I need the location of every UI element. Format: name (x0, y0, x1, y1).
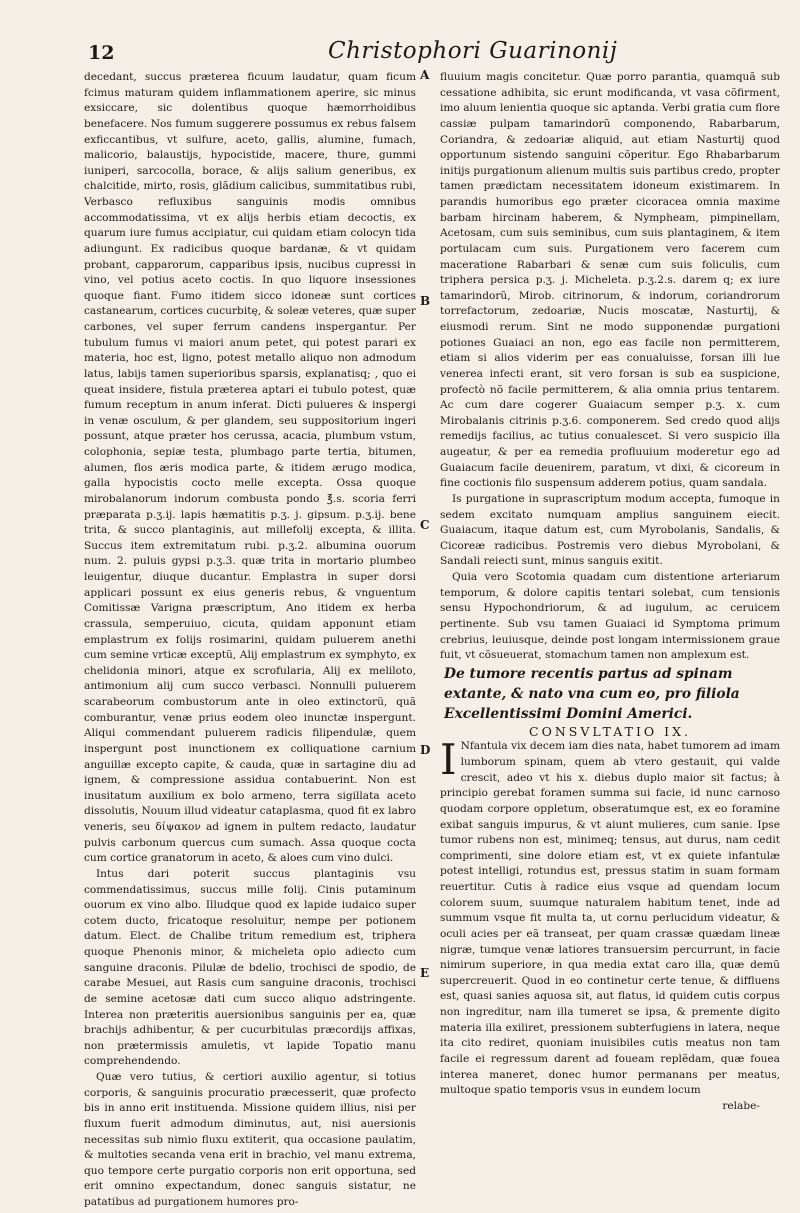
left-paragraph-3: Quæ vero tutius, & certiori auxilio agentur, si totius corporis, & sanguinis procuratio præcesserit, quæ profecto bis in anno erit instituenda. Missione quidem illius, nisi per fluxum fuerit admodum diminutus, aut, nisi auersionis necessitas sub nimio fluxu extiterit, qua occasione paulatim, & multoties secanda vena erit in brachio, vel manu extrema, quo tempore certe purgatio corporis non erit opportuna, sed erit omnino expectandum, donec sanguis sistatur, ne patatibus ad purgationem humores pro- (84, 1071, 416, 1208)
right-column (440, 70, 780, 1114)
consultatio-heading: CONSVLTATIO IX. (529, 723, 691, 739)
page-number: 12 (88, 42, 115, 64)
margin-letter-c: C (420, 518, 430, 532)
left-paragraph-2: Intus dari poterit succus plantaginis vsu commendatissimus, succus mille folij. Cinis putaminum ouorum ex vino albo. Illudque quod ex lapide iudaico super cotem ducto, fricatoque resoluitur, nempe per potionem datum. Elect. de Chalibe tritum remedium est, triphera quoque Phenonis minor, & micheleta opio adiecto cum sanguine draconis. Pilulæ de bdelio, trochisci de spodio, de carabe Mesuei, aut Rasis cum sanguine draconis, trochisci de semine acetosæ dati cum succo aliquo adstringente. Interea non præteritis auersionibus sanguinis per ea, quæ brachijs adhibentur, & per cucurbitulas præcordijs affixas, non prætermissis amuletis, vt lapide Topatio manu comprehendendo. (84, 867, 416, 1068)
section-title: De tumore recentis partus ad spinam extante, & nato vna cum eo, pro filiola Excellentissimi Domini Americi. (444, 665, 740, 722)
running-head: Christophori Guarinonij (328, 38, 618, 64)
catchword: relabe- (722, 1099, 760, 1112)
margin-letter-e: E (420, 966, 430, 980)
right-paragraph-1: fluuium magis concitetur. Quæ porro parantia, quamquã sub cessatione adhibita, sic erunt modificanda, vt vasa cõfirment, imo aluum lenientia quoque sic aptanda. Verbi gratia cum flore cassiæ pulpam tamarindorũ componendo, Rabarbarum, Coriandra, & zedoariæ aliquid, aut etiam Nasturtij quod opportunum sistendo sanguini cõperitur. Ego Rhabarbarum initijs purgationum alienum multis suis partibus credo, propter tamen prædictam necessitatem idoneum existimarem. In parandis humoribus ego præter cicoracea omnia maxime barbam hircinam haberem, & Nympheam, pimpinellam, Acetosam, cum suis seminibus, cum suis plantaginem, & item portulacam cum suis. Purgationem vero facerem cum maceratione Rabarbari & senæ cum suis foliculis, cum triphera persica p.ʒ. j. Micheleta. p.ʒ.2.s. darem q; ex iure tamarindorũ, Mirob. citrinorum, & indorum, coriandrorum torrefactorum, zedoariæ, Nucis moscatæ, Nasturtij, & eiusmodi rerum. Sint ne modo supponendæ purgationi potiones Guaiaci an non, ego eas facile non permitterem, etiam si alios viderim per eas conualuisse, forsan illi lue venerea infecti erant, sit vero forsan is sub ea suspicione, profectò nõ facile permitterem, & alia omnia prius tentarem. Ac cum dare cogerer Guaiacum semper p.ʒ. x. cum Mirobalanis citrinis p.ʒ.6. componerem. Sed credo quod alijs remedijs facilius, ac tutius conualescet. Si vero suspicio illa augeatur, & per ea remedia profluuium moderetur ego ad Guaiacum facile deuenirem, paratum, vt dixi, & cicoreum in fine coctionis filo suspensum adderem potius, quam sandala. (440, 71, 780, 490)
right-paragraph-3: Quia vero Scotomia quadam cum distentione arteriarum temporum, & dolore capitis tentari solebat, cum tensionis sensu Hypochondriorum, & ad iugulum, ac ceruicem pertinente. Sub vsu tamen Guaiaci id Symptoma primum crebrius, leuiusque, deinde post longam intermissionem graue fuit, vt cõsueuerat, stomachum tamen non amplexum est. (440, 571, 780, 662)
margin-letter-b: B (420, 294, 431, 308)
right-paragraph-4-text: Nfantula vix decem iam dies nata, habet tumorem ad imam lumborum spinam, quem ab vtero gestauit, qui valde crescit, adeo vt his x. diebus duplo maior sit factus; à principio gerebat foramen summa sui facie, id nunc carnoso quodam corpore oppletum, obseratumque est, ex eo foramine exibat sanguis impurus, & vt aiunt mulieres, cum sanie. Ipse tumor rubens non est, minimeq; tensus, aut durus, nam cedit comprimenti, sine dolore etiam est, vt ex quiete infantulæ potest intelligi, rotundus est, pressus statim in suam formam reuertitur. Cutis à radice eius vsque ad quendam locum colorem suum, suumque naturalem habitum tenet, inde ad summum vsque fit multa ta, ut cornu perlucidum videatur, & oculi acies per eã transeat, per quam crassæ quædam lineæ nigræ, tumque venæ latiores transuersim percurrunt, in facie nimirum superiore, in qua media extat caro illa, quæ demũ supercreuerit. Quod in eo continetur certe tenue, & diffluens est, quasi sanies aquosa sit, aut flatus, id quidem cutis corpus non ingreditur, nam illa tumeret se ipsa, & premente digito materia illa exiliret, pressionem subterfugiens in latera, neque ita cito rediret, quoniam inuisibiles cutis meatus non tam facile ei regressum darent ad foueam replẽdam, quæ fouea interea maneret, donec humor permanans per meatus, multoque spatio temporis vsus in eundem locum (440, 740, 780, 1097)
margin-letter-a: A (420, 68, 430, 82)
drop-cap: I (440, 735, 457, 785)
right-paragraph-2: Is purgatione in suprascriptum modum accepta, fumoque in sedem excitato numquam amplius sanguinem eiecit. Guaiacum, itaque datum est, cum Myrobolanis, Sandalis, & Cicoreæ radicibus. Postremis vero diebus Myrobolani, & Sandali reiecti sunt, minus sanguis exitit. (440, 492, 780, 568)
right-paragraph-4 (440, 735, 780, 1098)
left-paragraph-1: decedant, succus præterea ficuum laudatur, quam ficum fcimus maturam quidem inflammationem aperire, sic minus exsiccare, sic dolentibus quoque hæmorrhoidibus benefacere. Nos fumum suggerere possumus ex rebus falsem exficcantibus, vt sulfure, aceto, gallis, alumine, fumach, malicorio, balaustijs, hypocistide, macere, thure, gummi iuniperi, sarcocolla, borace, & alijs salium generibus, ex chalcitide, mirto, rosis, glãdium calicibus, summitatibus rubi, Verbasco refluxibus sanguinis modis omnibus accommodatissima, vt ex alijs herbis etiam decoctis, ex quarum iure fumus accipiatur, cui quidam etiam colocyn tida adiungunt. Ex radicibus quoque bardanæ, & vt quidam probant, capparorum, capparibus ipsis, nucibus cupressi in vino, vel potius aceto coctis. In quo liquore insessiones quoque fiant. Fumo itidem sicco idoneæ sunt cortices castanearum, cortices cucurbitę, & soleæ veteres, quæ super carbones, vel super ferrum candens inspergantur. Per tubulum fumus vi maiori anum petet, qui potest parari ex materia, hoc est, ligno, potest metallo aliquo non admodum latus, labijs tamen superioribus sparsis, explanatisq; , quo ei queat insidere, fistula præterea aptari ei tubulo potest, quæ fumum receptum in anum inferat. Dicti pulueres & inspergi in venæ osculum, & per glandem, seu suppositorium ingeri possunt, atque præter hos cerussa, acacia, plumbum vstum, colophonia, sepiæ testa, plumbago parte tertia, bitumen, alumen, flos æris modica parte, & itidem ærugo modica, galla hypocistis cocto melle excepta. Ossa quoque mirobalanorum indorum combusta pondo ℥.s. scoria ferri præparata p.ʒ.ij. lapis hæmatitis p.ʒ. j. gipsum. p.ʒ.ij. bene trita, & succo plantaginis, aut millefolij excepta, & illita. Succus item extremitatum rubi. p.ʒ.2. albumina ouorum num. 2. puluis gypsi p.ʒ.3. quæ trita in mortario plumbeo leuigentur, diuque ducantur. Emplastra in super dorsi applicari possunt ex eius generis rebus, & vnguentum Comitissæ Varigna præscriptum, Ano itidem ex herba crassula, semperuiuo, cicuta, quidam apponunt etiam emplastrum ex folijs rosimarini, quidam puluerem anethi cum semine vrticæ exceptũ, Alij emplastrum ex symphyto, ex chelidonia minori, atque ex scrofularia, Alij ex meliloto, antimonium alij cum succo verbasci. Nonnulli puluerem scarabeorum combustorum ante in oleo extinctorũ, quã comburantur, venæ prius eodem oleo inunctæ inspergunt. Aliqui commendant puluerem radicis filipendulæ, quem inspergunt post inunctionem ex colliquatione carnium anguillæ excepto capite, & cauda, quæ in sartagine diu ad ignem, & compressione assidua contabuerint. Non est inusitatum auxilium ex bolo armeno, terra sigillata aceto dissolutis, Nouum illud videatur cataplasma, quod fit ex labro veneris, seu δίψακον ad ignem in pultem redacto, laudatur pulvis carbonum quercus cum sumach. Assa quoque cocta cum cortice granatorum in aceto, & aloes cum vino dulci. (84, 71, 416, 865)
left-column (84, 70, 416, 1211)
margin-letter-d: D (420, 743, 431, 757)
page-header (88, 38, 770, 70)
